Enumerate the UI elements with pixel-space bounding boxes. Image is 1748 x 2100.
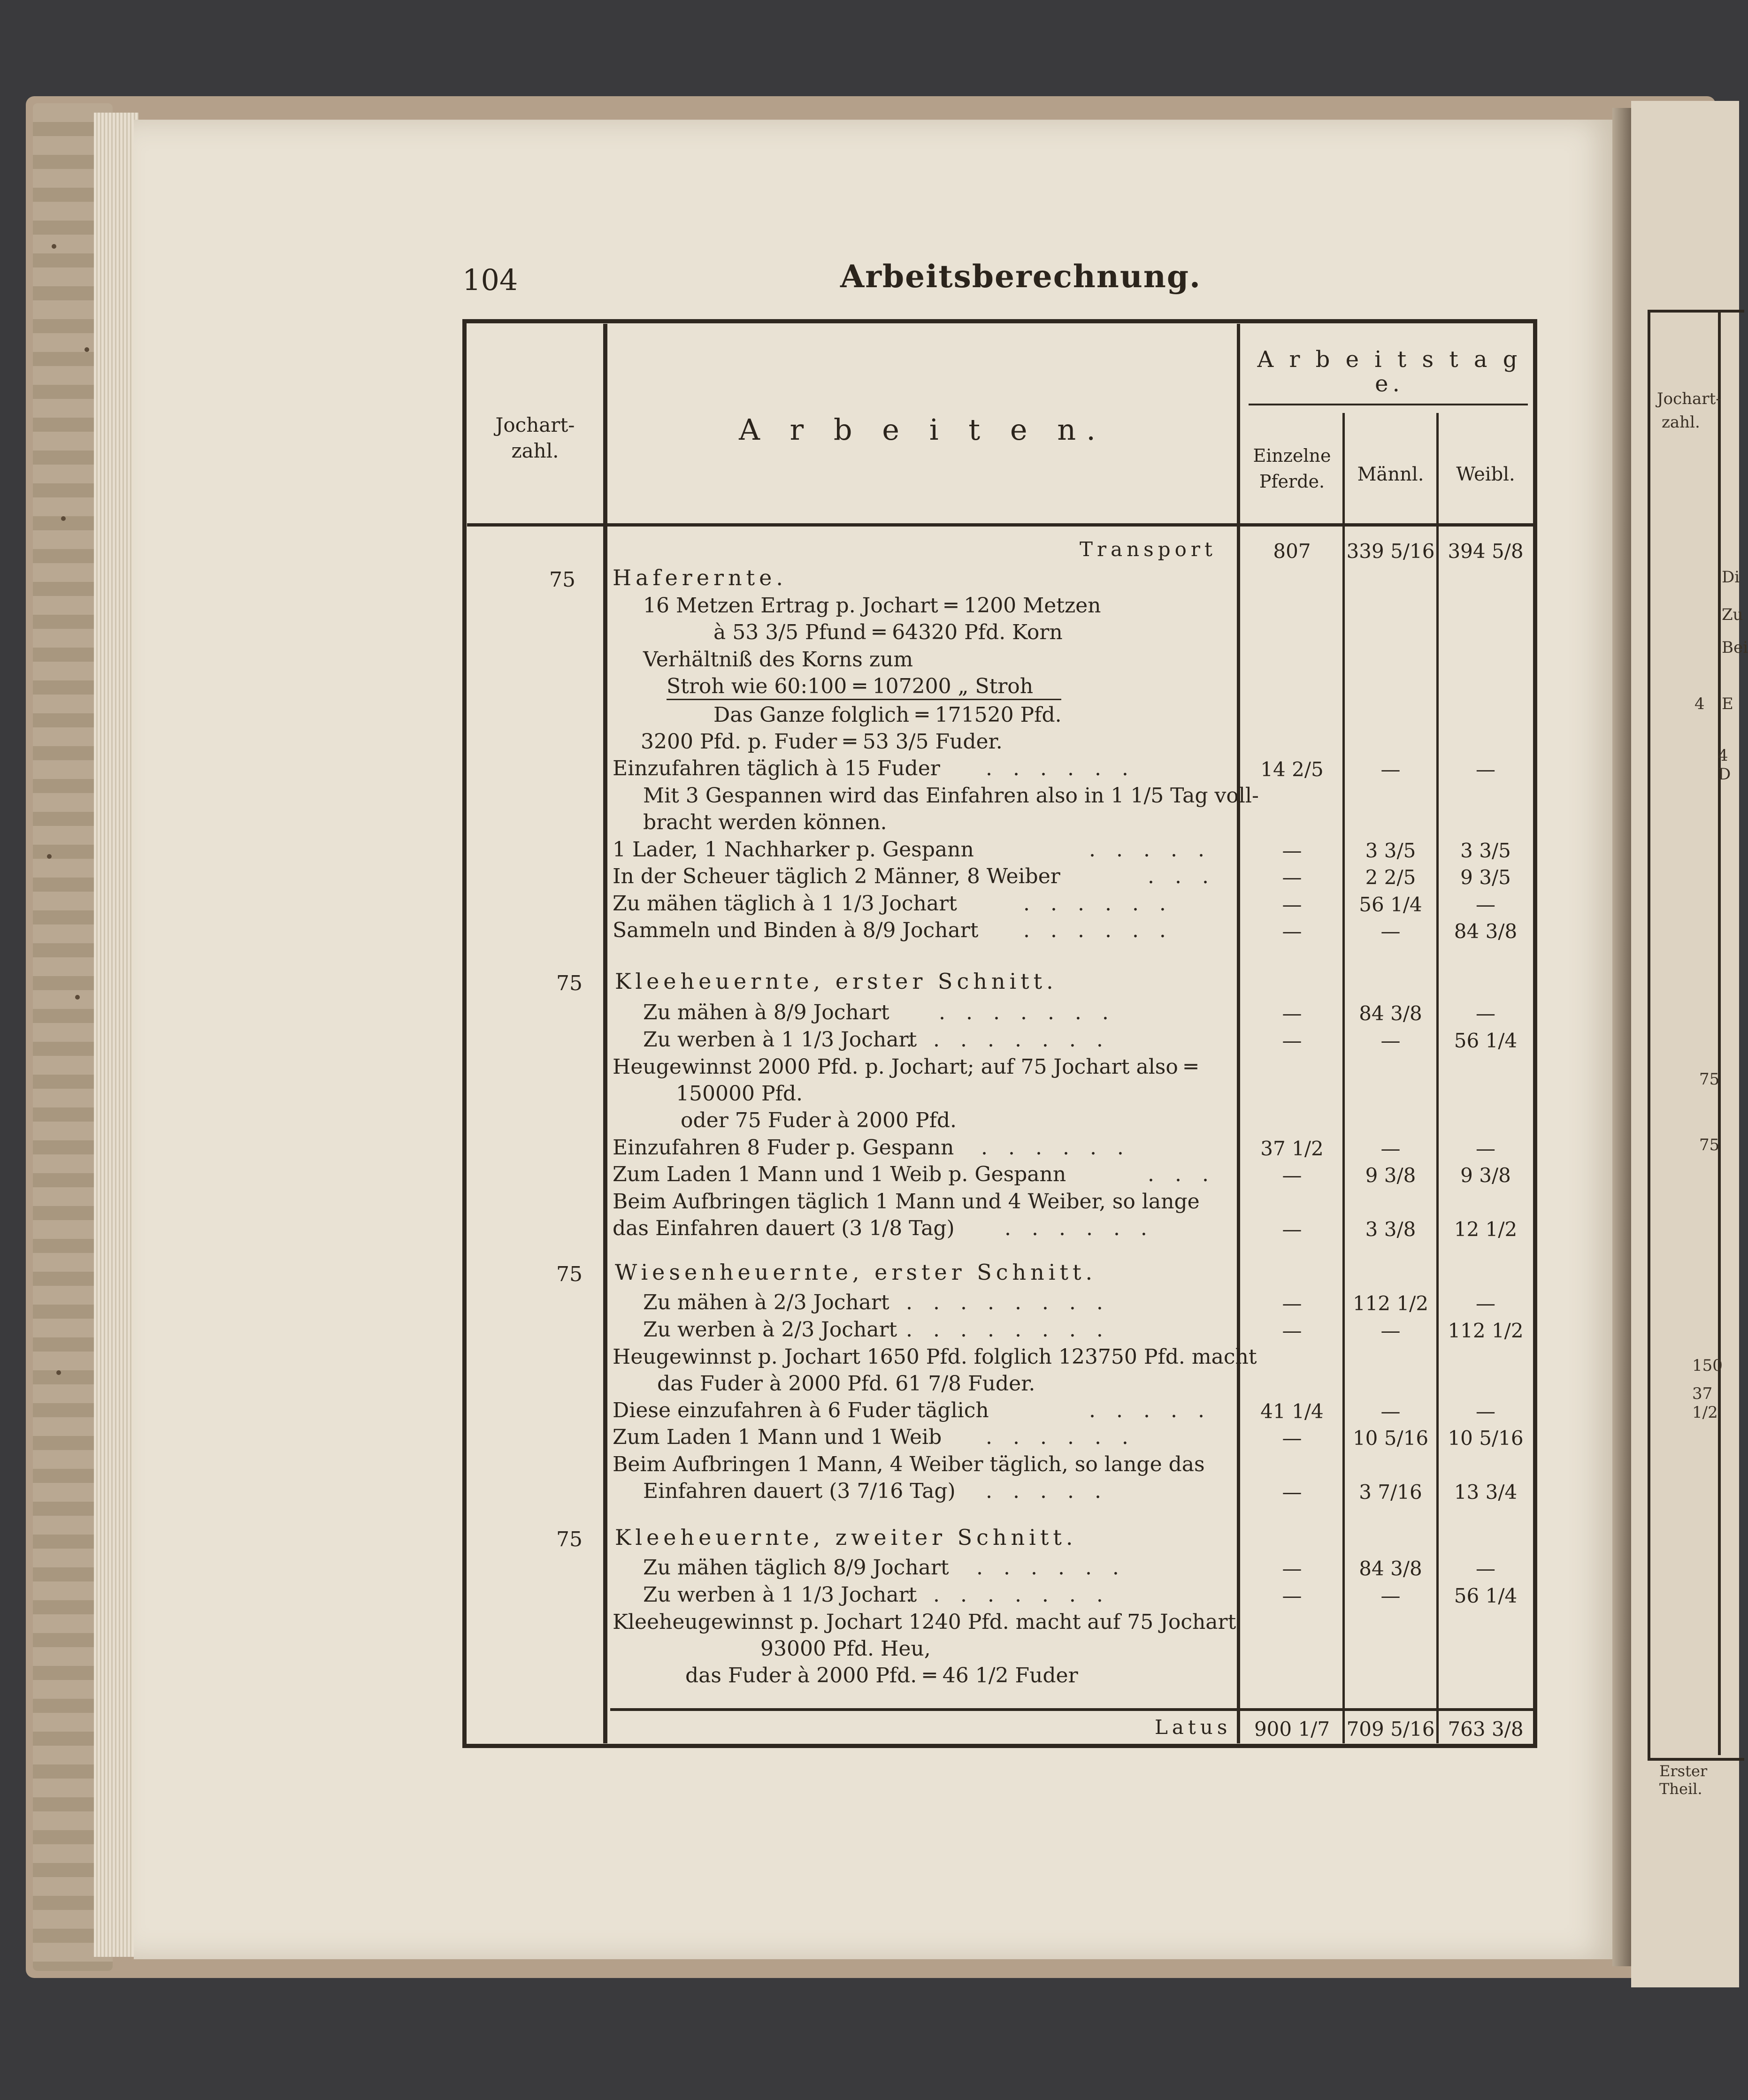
pferde-value: 41 1/4 bbox=[1260, 1400, 1324, 1423]
weibl-value: — bbox=[1476, 893, 1495, 916]
col-rule-maennl bbox=[1436, 413, 1439, 1743]
task-row: Heugewinnst p. Jochart 1650 Pfd. folglich 123750 Pfd. macht bbox=[613, 1345, 1257, 1369]
task-row: Mit 3 Gespannen wird das Einfahren also in 1 1/5 Tag voll- bbox=[643, 784, 1259, 808]
task-row: Diese einzufahren à 6 Fuder täglich bbox=[613, 1398, 989, 1422]
weibl-value: 9 3/8 bbox=[1460, 1164, 1511, 1187]
maennl-value: — bbox=[1380, 1029, 1401, 1052]
right-fragment: Di bbox=[1722, 568, 1740, 587]
right-fragment: 75 bbox=[1699, 1136, 1720, 1154]
task-row: Zu mähen täglich 8/9 Jochart bbox=[643, 1556, 949, 1580]
maennl-value: 3 7/16 bbox=[1359, 1481, 1422, 1504]
task-row: Zu mähen täglich à 1 1/3 Jochart bbox=[613, 892, 957, 916]
right-fragment: 75 bbox=[1699, 1070, 1720, 1089]
leader-dots: ........ bbox=[906, 1318, 1124, 1342]
transport-maennl: 339 5/16 bbox=[1346, 540, 1435, 563]
section-title: Wiesenheuernte, erster Schnitt. bbox=[615, 1260, 1097, 1285]
header-weibl: Weibl. bbox=[1456, 464, 1515, 485]
leader-dots: ........ bbox=[906, 1291, 1124, 1314]
weibl-value: 112 1/2 bbox=[1448, 1319, 1524, 1342]
maennl-value: — bbox=[1380, 1137, 1401, 1160]
task-row: Einzufahren täglich à 15 Fuder bbox=[613, 756, 940, 780]
weibl-value: — bbox=[1476, 1292, 1495, 1315]
pferde-value: — bbox=[1282, 1164, 1302, 1187]
header-maennl: Männl. bbox=[1357, 464, 1424, 485]
maennl-value: 84 3/8 bbox=[1359, 1557, 1422, 1580]
section-acres: 75 bbox=[549, 568, 575, 592]
maennl-value: 9 3/8 bbox=[1365, 1164, 1416, 1187]
right-page-header-1: Jochart- bbox=[1657, 389, 1721, 408]
maennl-value: 84 3/8 bbox=[1359, 1002, 1422, 1025]
maennl-value: — bbox=[1380, 758, 1401, 781]
pferde-value: — bbox=[1282, 1557, 1302, 1580]
weibl-value: 56 1/4 bbox=[1454, 1029, 1518, 1052]
task-row: Heugewinnst 2000 Pfd. p. Jochart; auf 75 Jochart also ═ bbox=[613, 1055, 1197, 1079]
leader-dots: ...... bbox=[981, 1136, 1144, 1160]
task-row: Zu werben à 1 1/3 Jochart bbox=[643, 1583, 917, 1607]
pferde-value: 37 1/2 bbox=[1260, 1137, 1324, 1160]
task-row: 93000 Pfd. Heu, bbox=[760, 1637, 931, 1661]
leader-dots: ...... bbox=[976, 1556, 1140, 1580]
transport-weibl: 394 5/8 bbox=[1448, 540, 1524, 563]
right-fragment: Bei bbox=[1722, 638, 1748, 657]
maennl-value: 10 5/16 bbox=[1352, 1427, 1429, 1450]
task-row: bracht werden können. bbox=[643, 810, 887, 834]
maennl-value: 3 3/8 bbox=[1365, 1218, 1416, 1241]
task-row: Zu mähen à 8/9 Jochart bbox=[643, 1000, 889, 1024]
latus-pferde: 900 1/7 bbox=[1254, 1718, 1330, 1741]
section-title: Kleeheuernte, zweiter Schnitt. bbox=[615, 1525, 1077, 1550]
header-rule bbox=[467, 523, 1533, 527]
weibl-value: 3 3/5 bbox=[1460, 839, 1511, 862]
book-gutter bbox=[1612, 108, 1633, 1966]
maennl-value: — bbox=[1380, 1319, 1401, 1342]
maennl-value: 112 1/2 bbox=[1352, 1292, 1429, 1315]
calc-line: Das Ganze folglich ═ 171520 Pfd. bbox=[713, 703, 1062, 727]
maennl-value: 56 1/4 bbox=[1359, 893, 1422, 916]
weibl-value: 10 5/16 bbox=[1448, 1427, 1524, 1450]
calc-line: Stroh wie 60:100 ═ 107200 „ Stroh bbox=[667, 674, 1061, 700]
pferde-value: — bbox=[1282, 893, 1302, 916]
col-rule-pferde bbox=[1342, 413, 1345, 1743]
section-acres: 75 bbox=[556, 971, 583, 995]
leader-dots: ...... bbox=[1023, 918, 1187, 942]
calc-line: 3200 Pfd. p. Fuder ═ 53 3/5 Fuder. bbox=[641, 730, 1003, 754]
task-row: oder 75 Fuder à 2000 Pfd. bbox=[681, 1108, 957, 1132]
task-row: das Einfahren dauert (3 1/8 Tag) bbox=[613, 1216, 955, 1240]
task-row: Einzufahren 8 Fuder p. Gespann bbox=[613, 1136, 954, 1160]
task-row: das Fuder à 2000 Pfd. 61 7/8 Fuder. bbox=[657, 1372, 1035, 1396]
page-number: 104 bbox=[462, 263, 518, 297]
weibl-value: 84 3/8 bbox=[1454, 920, 1518, 943]
task-row: Zu mähen à 2/3 Jochart bbox=[643, 1291, 889, 1314]
calc-line: à 53 3/5 Pfund ═ 64320 Pfd. Korn bbox=[713, 620, 1063, 644]
right-fragment: 4 bbox=[1694, 695, 1705, 713]
weibl-value: — bbox=[1476, 1137, 1495, 1160]
header-jochart-1: Jochart- bbox=[495, 413, 575, 436]
leader-dots: ..... bbox=[1089, 1398, 1225, 1422]
section-title: Haferernte. bbox=[613, 565, 787, 590]
col-rule-acres bbox=[603, 324, 607, 1743]
task-row: Zu werben à 2/3 Jochart bbox=[643, 1318, 897, 1342]
task-row: 1 Lader, 1 Nachharker p. Gespann bbox=[613, 838, 974, 862]
pferde-value: — bbox=[1282, 839, 1302, 862]
weibl-value: — bbox=[1476, 1002, 1495, 1025]
maennl-value: — bbox=[1380, 1400, 1401, 1423]
maennl-value: 3 3/5 bbox=[1365, 839, 1416, 862]
leader-dots: ........ bbox=[906, 1028, 1124, 1052]
right-page-table bbox=[1648, 310, 1744, 1761]
pferde-value: — bbox=[1282, 1218, 1302, 1241]
leader-dots: ........ bbox=[906, 1583, 1124, 1607]
calc-line: Verhältniß des Korns zum bbox=[643, 648, 913, 672]
maennl-value: 2 2/5 bbox=[1365, 866, 1416, 889]
pferde-value: — bbox=[1282, 1319, 1302, 1342]
weibl-value: — bbox=[1476, 1557, 1495, 1580]
right-fragment: Zu bbox=[1722, 605, 1743, 624]
latus-rule bbox=[610, 1708, 1537, 1711]
right-fragment: E bbox=[1722, 695, 1733, 713]
section-title: Kleeheuernte, erster Schnitt. bbox=[615, 969, 1058, 994]
task-row: 150000 Pfd. bbox=[676, 1082, 803, 1106]
right-page-rule bbox=[1718, 310, 1721, 1755]
leader-dots: ...... bbox=[986, 1425, 1149, 1449]
task-row: Einfahren dauert (3 7/16 Tag) bbox=[643, 1479, 956, 1503]
page-title: Arbeitsberechnung. bbox=[840, 258, 1201, 295]
maennl-value: — bbox=[1380, 920, 1401, 943]
task-row: Zum Laden 1 Mann und 1 Weib p. Gespann bbox=[613, 1162, 1066, 1186]
maennl-value: — bbox=[1380, 1584, 1401, 1607]
task-row: Kleeheugewinnst p. Jochart 1240 Pfd. macht auf 75 Jochart bbox=[613, 1610, 1236, 1634]
task-row: Zum Laden 1 Mann und 1 Weib bbox=[613, 1425, 942, 1449]
right-page-footer: Erster Theil. bbox=[1659, 1762, 1708, 1798]
task-row: das Fuder à 2000 Pfd. ═ 46 1/2 Fuder bbox=[685, 1664, 1078, 1688]
task-row: Beim Aufbringen 1 Mann, 4 Weiber täglich, so lange das bbox=[613, 1452, 1205, 1476]
pferde-value: 14 2/5 bbox=[1260, 758, 1324, 781]
leader-dots: ... bbox=[1148, 1162, 1229, 1186]
leader-dots: ... bbox=[1148, 864, 1229, 888]
header-pferde-1: Einzelne bbox=[1253, 445, 1331, 466]
right-page-header-2: zahl. bbox=[1662, 413, 1700, 432]
pferde-value: — bbox=[1282, 866, 1302, 889]
transport-label: Transport bbox=[1080, 538, 1217, 561]
latus-label: Latus bbox=[1155, 1716, 1232, 1739]
right-fragment: 37 1/2 bbox=[1692, 1384, 1718, 1422]
pferde-value: — bbox=[1282, 1292, 1302, 1315]
leader-dots: ....... bbox=[939, 1000, 1129, 1024]
section-acres: 75 bbox=[556, 1262, 583, 1286]
weibl-value: 13 3/4 bbox=[1454, 1481, 1518, 1504]
transport-pferde: 807 bbox=[1273, 540, 1311, 563]
pferde-value: — bbox=[1282, 1427, 1302, 1450]
pferde-value: — bbox=[1282, 1029, 1302, 1052]
right-fragment: 150 bbox=[1692, 1356, 1723, 1375]
weibl-value: 9 3/5 bbox=[1460, 866, 1511, 889]
brace-rule bbox=[1249, 404, 1528, 405]
leader-dots: ...... bbox=[1023, 892, 1187, 916]
task-row: In der Scheuer täglich 2 Männer, 8 Weiber bbox=[613, 864, 1060, 888]
section-acres: 75 bbox=[556, 1527, 583, 1551]
header-jochart-2: zahl. bbox=[511, 439, 559, 462]
weibl-value: 56 1/4 bbox=[1454, 1584, 1518, 1607]
calc-line: 16 Metzen Ertrag p. Jochart ═ 1200 Metzen bbox=[643, 594, 1101, 618]
page-edges bbox=[94, 113, 138, 1957]
weibl-value: 12 1/2 bbox=[1454, 1218, 1518, 1241]
header-arbeitstage: A r b e i t s t a g e. bbox=[1257, 346, 1522, 397]
weibl-value: — bbox=[1476, 758, 1495, 781]
leader-dots: ..... bbox=[986, 1479, 1122, 1503]
latus-weibl: 763 3/8 bbox=[1448, 1718, 1524, 1741]
leader-dots: ..... bbox=[1089, 838, 1225, 862]
latus-maennl: 709 5/16 bbox=[1346, 1718, 1435, 1741]
pferde-value: — bbox=[1282, 1002, 1302, 1025]
task-row: Beim Aufbringen täglich 1 Mann und 4 Weiber, so lange bbox=[613, 1190, 1200, 1214]
header-pferde-2: Pferde. bbox=[1259, 471, 1325, 492]
weibl-value: — bbox=[1476, 1400, 1495, 1423]
pferde-value: — bbox=[1282, 920, 1302, 943]
pferde-value: — bbox=[1282, 1481, 1302, 1504]
right-fragment: 4 D bbox=[1718, 746, 1731, 784]
header-arbeiten: A r b e i t e n. bbox=[739, 412, 1106, 447]
col-rule-tasks bbox=[1237, 324, 1240, 1743]
leader-dots: ...... bbox=[1004, 1216, 1168, 1240]
task-row: Zu werben à 1 1/3 Jochart bbox=[643, 1028, 917, 1052]
pferde-value: — bbox=[1282, 1584, 1302, 1607]
task-row: Sammeln und Binden à 8/9 Jochart bbox=[613, 918, 979, 942]
leader-dots: ...... bbox=[986, 756, 1149, 780]
